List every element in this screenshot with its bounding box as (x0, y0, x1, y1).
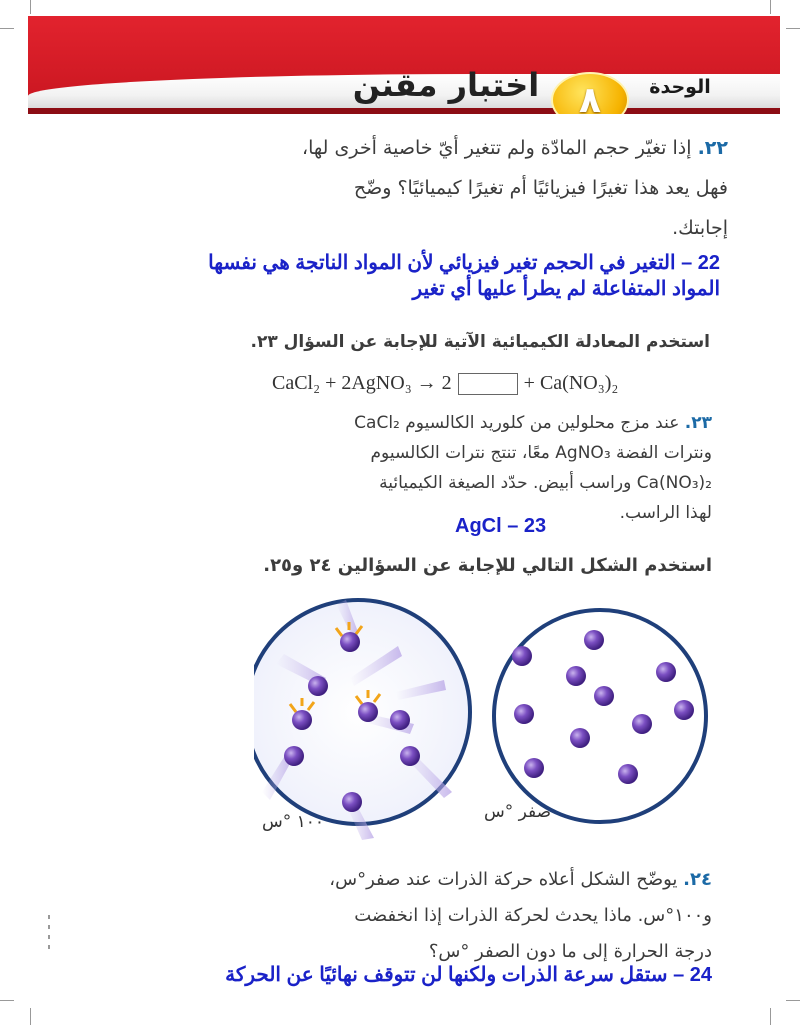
particle (524, 758, 544, 778)
question-24 (242, 862, 712, 970)
question-22-line-1: ٢٢. إذا تغيّر حجم المادّة ولم تتغير أيّ خاصية أخرى لها، (301, 137, 728, 159)
question-23-line-2: ونترات الفضة AgNO₃ معًا، تنتج نترات الكالسيوم (370, 443, 712, 463)
figure-instructions: استخدم الشكل التالي للإجابة عن السؤالين ٢٤ و٢٥. (263, 555, 712, 576)
equation-right: + Ca(NO₃)₂ (523, 372, 619, 394)
page-title: اختبار مقنن (352, 66, 540, 104)
question-22-line-2: فهل يعد هذا تغيرًا فيزيائيًا أم تغيرًا كيميائيًا؟ وضّح (353, 177, 728, 199)
particle (340, 632, 360, 652)
question-22-line-3: إجابتك. (672, 217, 728, 239)
particle (284, 746, 304, 766)
crop-mark (0, 1000, 14, 1001)
particle (292, 710, 312, 730)
question-24-line-2: و١٠٠°س. ماذا يحدث لحركة الذرات إذا انخفضت (354, 905, 712, 926)
particle (512, 646, 532, 666)
particle (308, 676, 328, 696)
crop-mark (786, 1000, 800, 1001)
question-23-number: ٢٣. (684, 413, 712, 433)
particle (618, 764, 638, 784)
answer-23: AgCl – 23 (455, 515, 547, 537)
particle (570, 728, 590, 748)
question-23-line-3: Ca(NO₃)₂ وراسب أبيض. حدّد الصيغة الكيميائية (379, 473, 712, 493)
unit-header-banner (28, 16, 780, 114)
question-23 (252, 408, 712, 528)
answer-22 (200, 250, 720, 302)
crop-mark (30, 0, 31, 14)
crop-mark (786, 28, 800, 29)
cold-container (494, 610, 706, 822)
equation-left: CaCl₂ + 2AgNO₃ → 2 (272, 372, 452, 394)
particle (632, 714, 652, 734)
crop-mark (0, 28, 14, 29)
particle (514, 704, 534, 724)
margin-dots (48, 915, 50, 955)
hot-temperature-label: ١٠٠ °س (262, 812, 325, 832)
particle (584, 630, 604, 650)
question-24-number: ٢٤. (683, 869, 712, 890)
question-22 (248, 128, 728, 248)
equation-blank-box (458, 373, 518, 395)
unit-word: الوحدة (649, 76, 711, 98)
particle (342, 792, 362, 812)
crop-mark (770, 0, 771, 14)
question-23-line-1: ٢٣. عند مزج محلولين من كلوريد الكالسيوم CaCl₂ (354, 413, 712, 433)
chemical-equation (272, 372, 712, 402)
hot-container (254, 600, 470, 840)
answer-22-line-2: المواد المتفاعلة لم يطرأ عليها أي تغير (412, 278, 720, 300)
answer-22-line-1: 22 – التغير في الحجم تغير فيزيائي لأن المواد الناتجة هي نفسها (208, 252, 720, 274)
answer-24: 24 – ستقل سرعة الذرات ولكنها لن تتوقف نهائيًا عن الحركة (225, 964, 712, 986)
particle (566, 666, 586, 686)
crop-mark (30, 1008, 31, 1025)
particle (400, 746, 420, 766)
particle (656, 662, 676, 682)
particle (358, 702, 378, 722)
particle (594, 686, 614, 706)
crop-mark (770, 1008, 771, 1025)
equation-instructions: استخدم المعادلة الكيميائية الآتية للإجابة عن السؤال ٢٣. (250, 332, 710, 352)
question-24-line-3: درجة الحرارة إلى ما دون الصفر °س؟ (428, 941, 712, 962)
particle (674, 700, 694, 720)
question-23-line-4: لهذا الراسب. (619, 503, 712, 523)
particle (390, 710, 410, 730)
unit-number-badge: ٨ (551, 72, 629, 114)
question-22-number: ٢٢. (697, 137, 728, 159)
cold-temperature-label: صفر °س (484, 802, 552, 822)
question-24-line-1: ٢٤. يوضّح الشكل أعلاه حركة الذرات عند صفر°س، (329, 869, 712, 890)
banner-stripe (28, 108, 780, 114)
